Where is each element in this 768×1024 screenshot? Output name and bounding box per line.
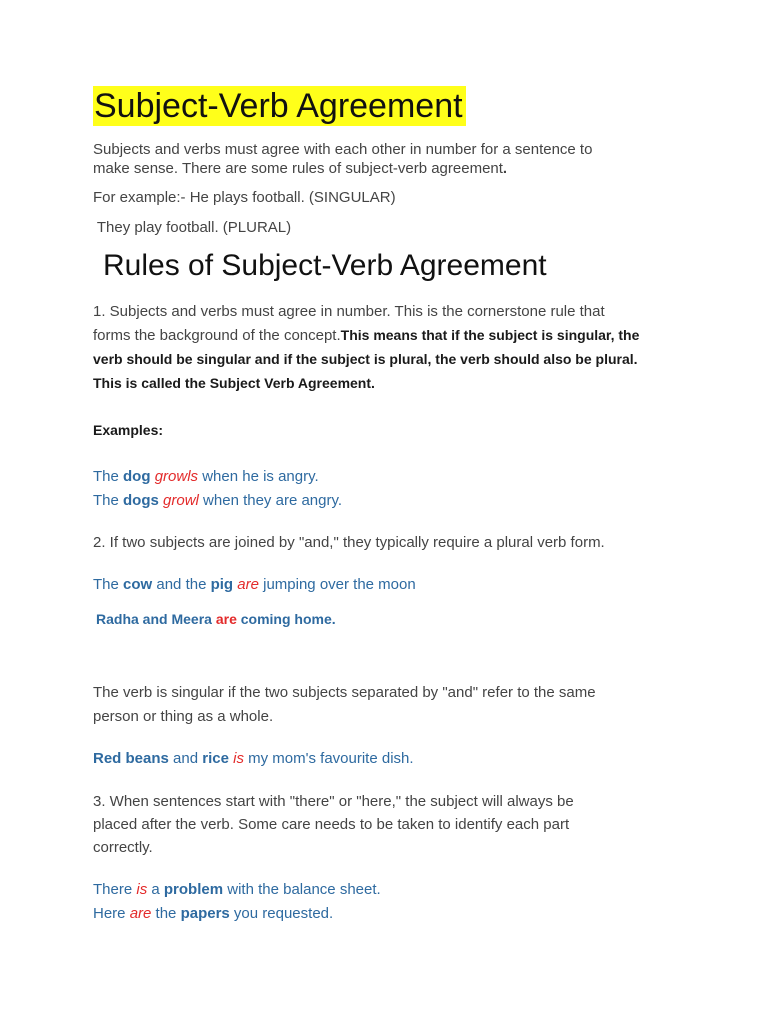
ex4-subject: Radha and Meera: [96, 611, 216, 627]
ex1-text-e: when he is angry.: [198, 468, 319, 485]
ex5-verb: is: [233, 750, 244, 767]
plural-line: They play football. (PLURAL): [93, 219, 292, 236]
ex3-text-g: jumping over the moon: [258, 576, 416, 593]
intro-line-2-period: .: [502, 160, 508, 177]
intro-line-2-text: make sense. There are some rules of subject-verb agreement: [93, 160, 503, 177]
example-dogs-growl: [93, 491, 342, 511]
examples-label: Examples:: [93, 422, 164, 438]
rule1-line-2-bold: This means that if the subject is singular, the: [340, 327, 640, 343]
ex2-text-a: The: [93, 492, 124, 509]
ex6-text-c: a: [147, 881, 164, 898]
ex7-subject: papers: [180, 905, 230, 922]
ex6-text-e: with the balance sheet.: [223, 881, 381, 898]
ex1-verb: growls: [154, 468, 199, 485]
ex3-subject-1: cow: [123, 576, 153, 593]
ex1-subject: dog: [123, 468, 151, 485]
intro-line-1: Subjects and verbs must agree with each other in number for a sentence to: [93, 141, 593, 158]
page-title: Subject-Verb Agreement: [93, 86, 466, 126]
rule1-line-2-normal: forms the background of the concept.: [93, 327, 341, 344]
ex7-text-c: the: [151, 905, 181, 922]
rule1-line-1: 1. Subjects and verbs must agree in number. This is the cornerstone rule that: [93, 303, 605, 320]
rule1-line-2: [93, 325, 639, 346]
singular-note-line-1: The verb is singular if the two subjects separated by "and" refer to the same: [93, 684, 596, 701]
ex3-text-a: The: [93, 576, 124, 593]
ex5-subject-2: rice: [202, 750, 229, 767]
example-there-is: [93, 880, 381, 900]
ex7-text-a: Here: [93, 905, 130, 922]
rule3-line-1: 3. When sentences start with "there" or "here," the subject will always be: [93, 793, 574, 810]
ex7-text-e: you requested.: [229, 905, 334, 922]
rule3-line-2: placed after the verb. Some care needs to be taken to identify each part: [93, 816, 570, 833]
rule3-line-3: correctly.: [93, 839, 153, 856]
ex3-text-c: and the: [152, 576, 211, 593]
ex2-subject: dogs: [123, 492, 159, 509]
ex2-verb: growl: [163, 492, 199, 509]
rule1-line-3: verb should be singular and if the subject is plural, the verb should also be plural.: [93, 351, 638, 367]
ex5-text-f: my mom's favourite dish.: [243, 750, 414, 767]
intro-line-2: [93, 159, 507, 179]
example-cow-pig: [93, 575, 416, 595]
ex6-text-a: There: [93, 881, 137, 898]
example-line: For example:- He plays football. (SINGULAR): [93, 189, 396, 206]
rule1-line-4: This is called the Subject Verb Agreement.: [93, 375, 375, 391]
ex1-text-a: The: [93, 468, 124, 485]
example-radha-meera: [96, 609, 336, 629]
example-here-are: [93, 904, 333, 924]
example-red-beans: [93, 749, 414, 769]
ex4-verb: are: [215, 611, 237, 627]
ex3-verb: are: [237, 576, 259, 593]
rule2-line: 2. If two subjects are joined by "and," they typically require a plural verb form.: [93, 534, 605, 551]
ex4-text-c: coming home.: [236, 611, 336, 627]
ex3-subject-2: pig: [210, 576, 234, 593]
ex7-verb: are: [129, 905, 152, 922]
singular-note-line-2: person or thing as a whole.: [93, 708, 274, 725]
ex5-subject-1: Red beans: [93, 750, 169, 767]
ex2-text-e: when they are angry.: [198, 492, 343, 509]
ex6-verb: is: [136, 881, 148, 898]
rules-heading: Rules of Subject-Verb Agreement: [103, 249, 547, 282]
example-dog-growls: [93, 467, 319, 487]
ex5-text-b: and: [168, 750, 203, 767]
ex6-subject: problem: [163, 881, 224, 898]
